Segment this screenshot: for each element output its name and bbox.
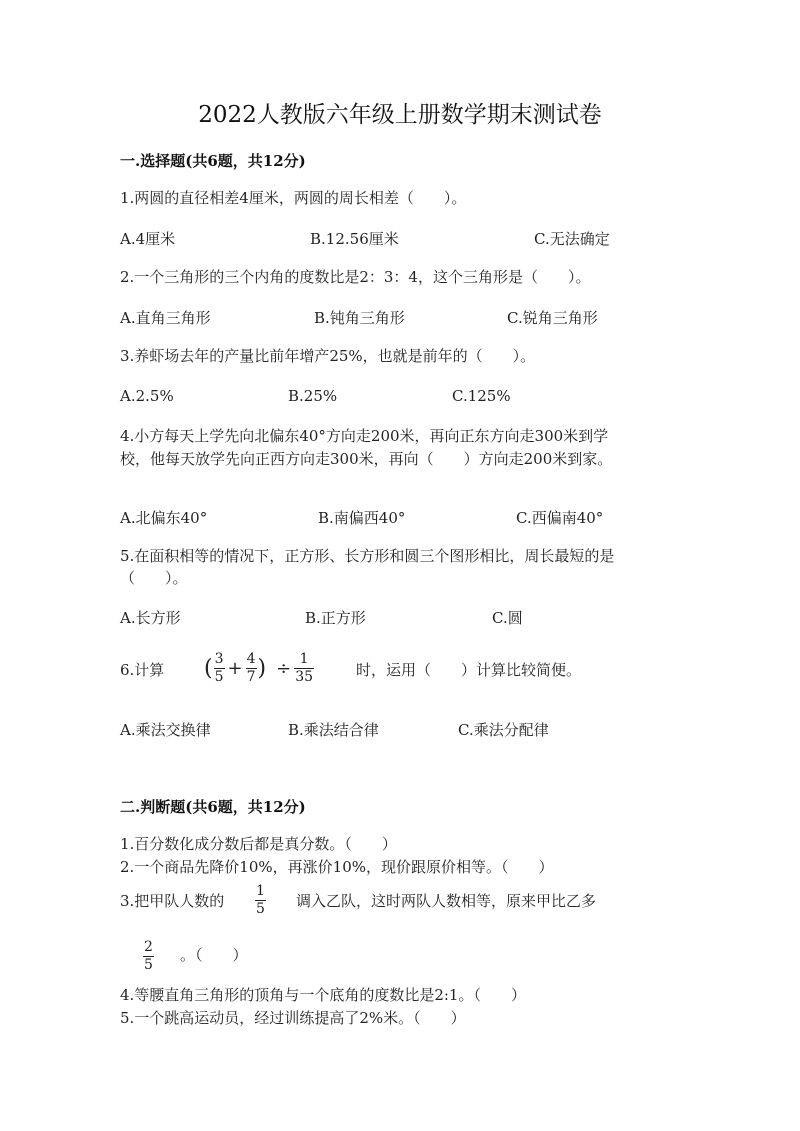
denominator: 35 — [295, 669, 314, 685]
judgement-3-suffix: 调入乙队，这时两队人数相等，原来甲比乙多 — [296, 892, 597, 910]
denominator: 5 — [256, 901, 265, 917]
numerator: 1 — [299, 651, 309, 667]
numerator: 3 — [214, 651, 224, 667]
judgement-2: 2.一个商品先降价10%，再涨价10%，现价跟原价相等。（ ） — [120, 858, 554, 876]
divide-sign: ÷ — [276, 658, 292, 679]
question-6-prefix: 6.计算 — [120, 661, 165, 679]
judgement-1: 1.百分数化成分数后都是真分数。（ ） — [120, 835, 397, 853]
q2-option-a: A.直角三角形 — [120, 309, 211, 327]
q3-option-a: A.2.5% — [120, 387, 174, 405]
q6-option-a: A.乘法交换律 — [120, 721, 211, 739]
question-3: 3.养虾场去年的产量比前年增产25%，也就是前年的（ ）。 — [120, 347, 536, 365]
question-1: 1.两圆的直径相差4厘米，两圆的周长相差（ ）。 — [120, 189, 467, 207]
fraction-1-35 — [294, 652, 314, 685]
q1-option-b: B.12.56厘米 — [310, 230, 399, 248]
q3-option-c: C.125% — [452, 387, 511, 405]
denominator: 5 — [214, 669, 224, 685]
numerator: 1 — [256, 883, 265, 899]
q2-option-c: C.锐角三角形 — [507, 309, 598, 327]
judgement-4: 4.等腰直角三角形的顶角与一个底角的度数比是2:1。（ ） — [120, 986, 526, 1004]
q2-option-b: B.钝角三角形 — [314, 309, 405, 327]
question-2: 2.一个三角形的三个内角的度数比是2：3：4，这个三角形是（ ）。 — [120, 268, 591, 286]
judgement-3-tail: 。（ ） — [180, 946, 248, 964]
j3-fraction-2-5 — [142, 940, 155, 973]
q1-option-a: A.4厘米 — [120, 230, 176, 248]
section-heading-choice: 一.选择题(共6题，共12分) — [120, 152, 306, 170]
q1-option-c: C.无法确定 — [534, 230, 610, 248]
question-6-suffix: 时，运用（ ）计算比较简便。 — [356, 661, 582, 679]
j3-fraction-1-5 — [254, 884, 267, 917]
right-paren: ) — [257, 656, 267, 681]
page-title: 2022人教版六年级上册数学期末测试卷 — [198, 102, 602, 128]
fraction-4-7 — [246, 652, 257, 685]
question-4-line-2: 校，他每天放学先向正西方向走300米，再向（ ）方向走200米到家。 — [120, 450, 613, 468]
plus-sign: + — [227, 658, 243, 679]
numerator: 4 — [246, 651, 256, 667]
numerator: 2 — [144, 939, 153, 955]
question-4-line-1: 4.小方每天上学先向北偏东40°方向走200米，再向正东方向走300米到学 — [120, 427, 609, 445]
q5-option-c: C.圆 — [492, 609, 523, 627]
q5-option-a: A.长方形 — [120, 609, 181, 627]
question-5-line-2: （ ）。 — [120, 569, 188, 587]
question-5-line-1: 5.在面积相等的情况下，正方形、长方形和圆三个图形相比，周长最短的是 — [120, 547, 615, 565]
q4-option-c: C.西偏南40° — [516, 509, 604, 527]
q6-option-c: C.乘法分配律 — [458, 721, 549, 739]
q5-option-b: B.正方形 — [305, 609, 366, 627]
q3-option-b: B.25% — [288, 387, 338, 405]
judgement-3-prefix: 3.把甲队人数的 — [120, 892, 225, 910]
q6-expression — [204, 652, 315, 685]
q4-option-b: B.南偏西40° — [318, 509, 406, 527]
denominator: 7 — [246, 669, 256, 685]
section-heading-judgement: 二.判断题(共6题，共12分) — [120, 798, 306, 816]
left-paren: ( — [204, 656, 213, 681]
judgement-5: 5.一个跳高运动员，经过训练提高了2%米。（ ） — [120, 1009, 466, 1027]
fraction-3-5 — [214, 652, 225, 685]
q6-option-b: B.乘法结合律 — [288, 721, 379, 739]
q4-option-a: A.北偏东40° — [120, 509, 208, 527]
denominator: 5 — [144, 957, 153, 973]
